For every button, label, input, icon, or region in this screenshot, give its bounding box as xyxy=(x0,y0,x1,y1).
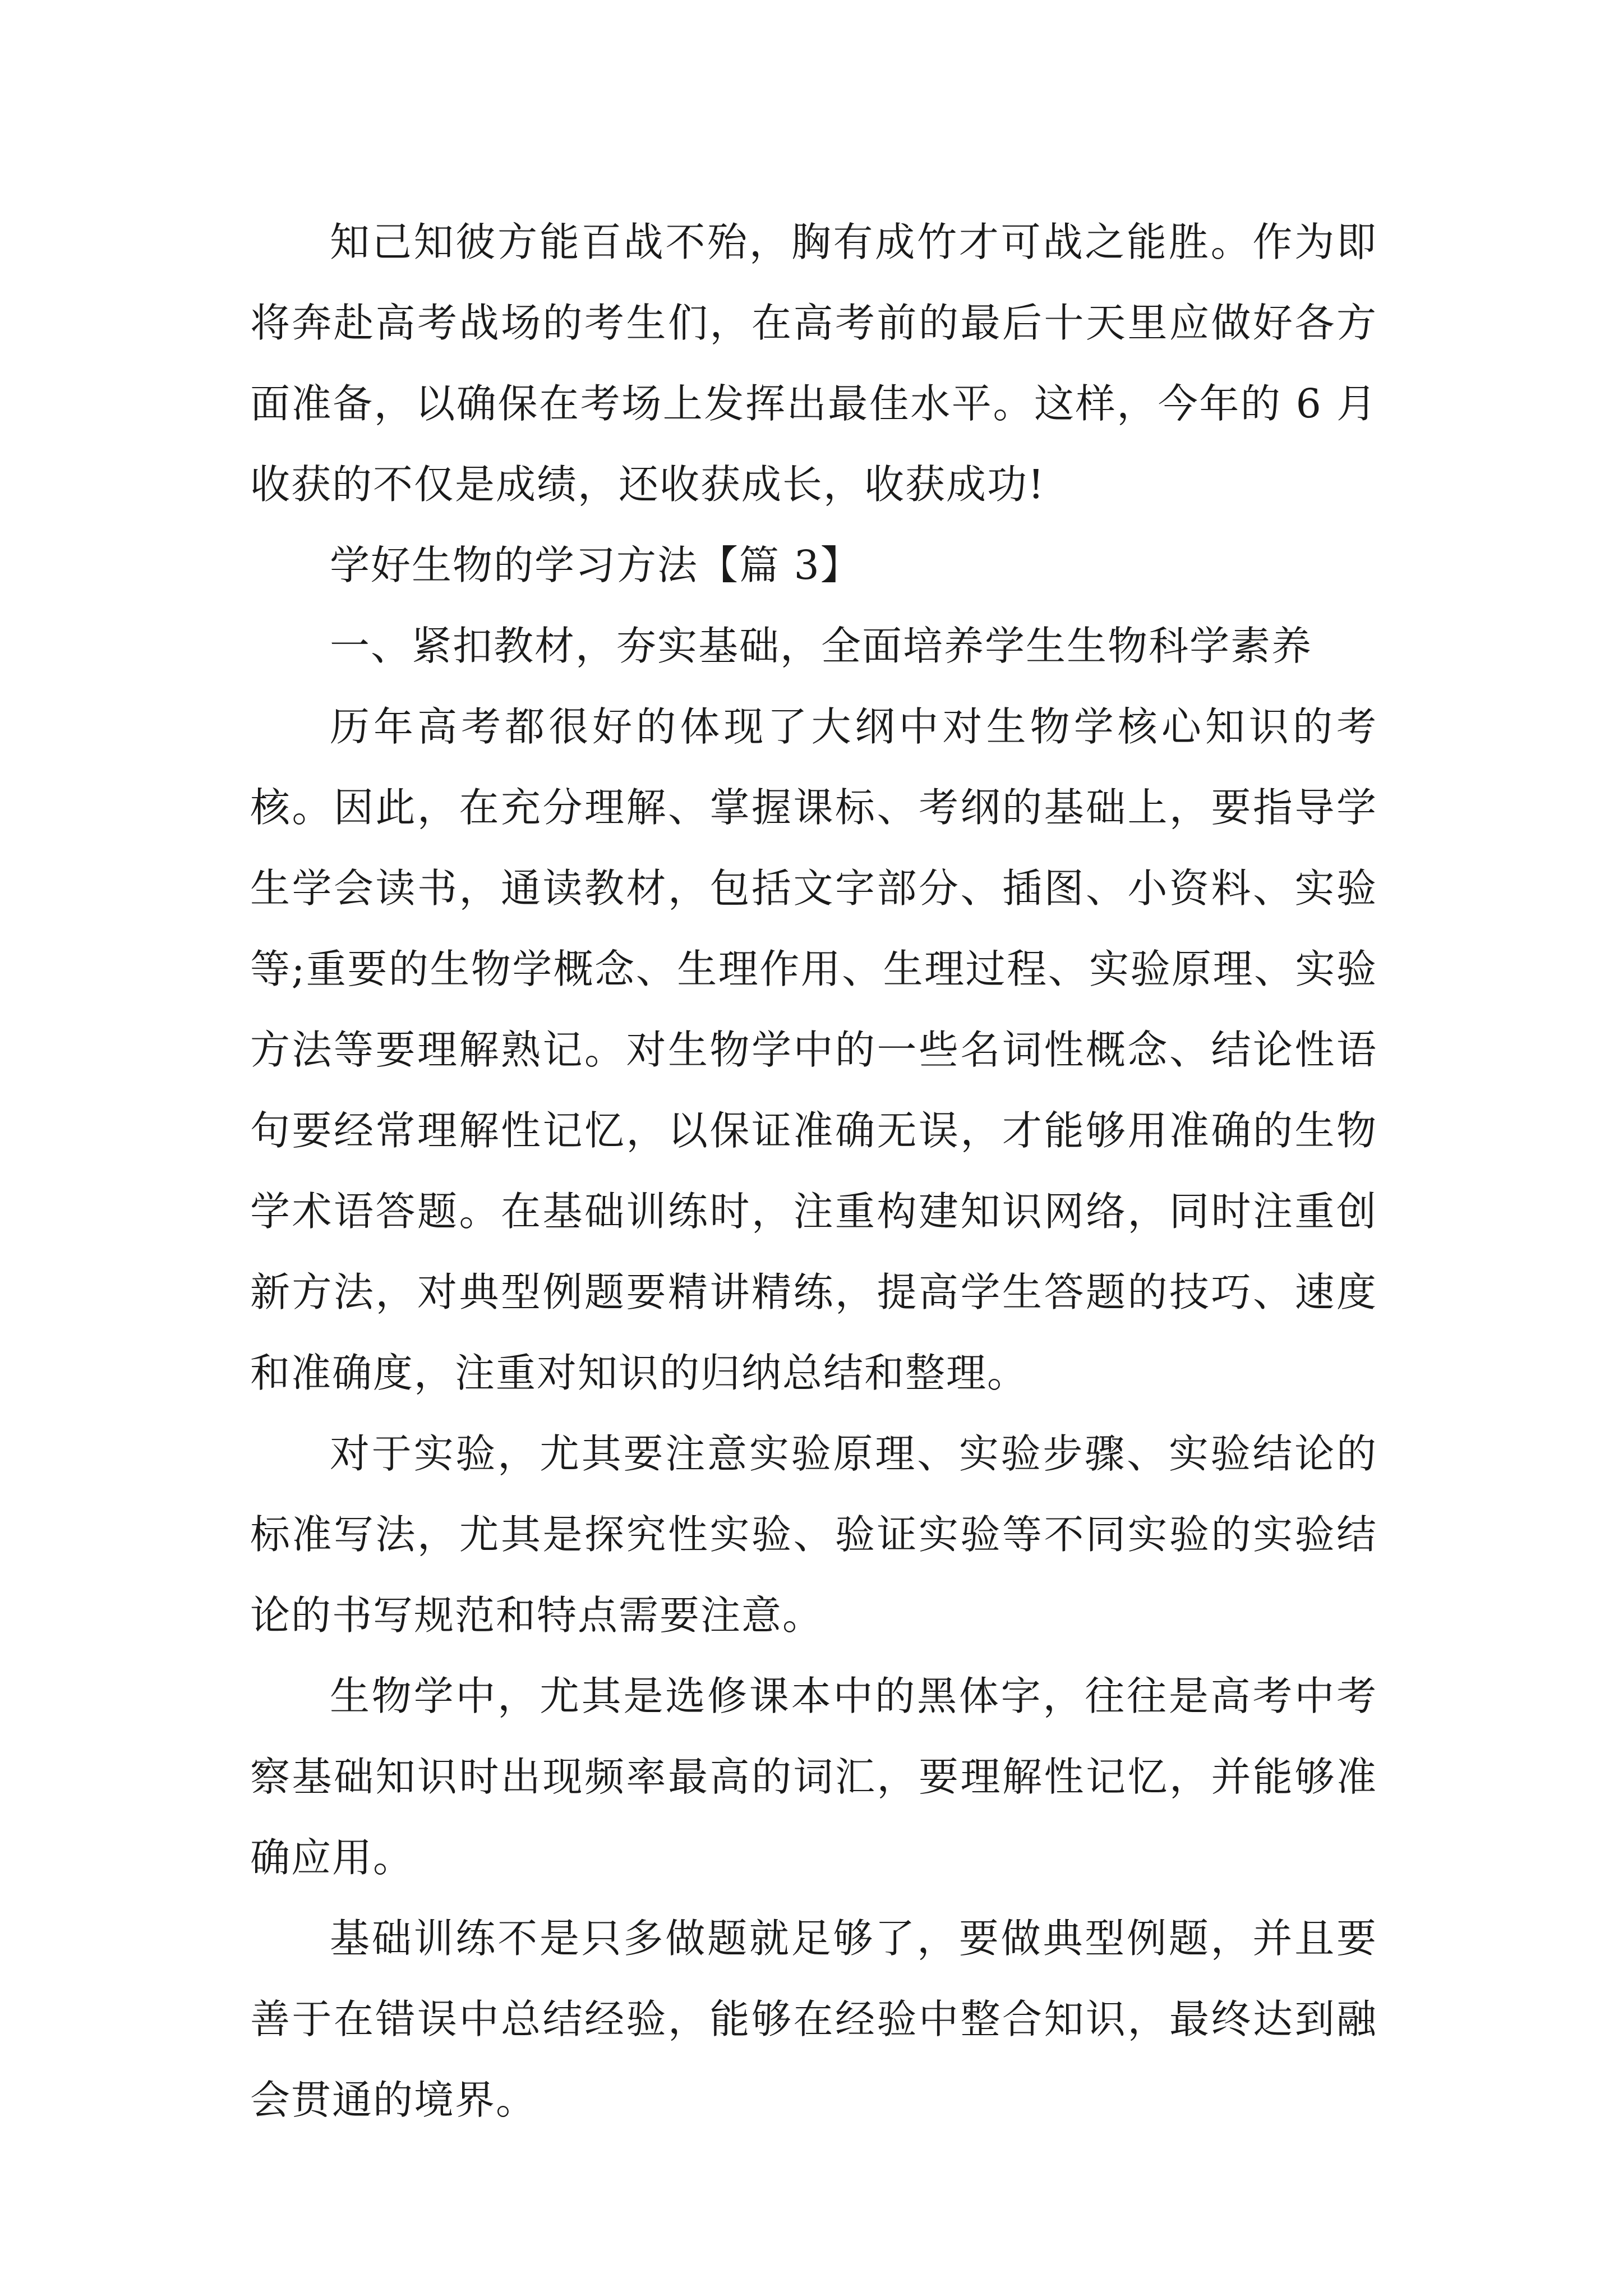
subsection-heading: 一、紧扣教材，夯实基础，全面培养学生生物科学素养 xyxy=(330,623,1313,669)
document-body xyxy=(250,202,1377,2141)
paragraph-basic-training: 基础训练不是只多做题就足够了，要做典型例题，并且要善于在错误中总结经验，能够在经验中整合知识，最终达到融会贯通的境界。 xyxy=(250,1915,1377,2123)
paragraph-bold-terms: 生物学中，尤其是选修课本中的黑体字，往往是高考中考察基础知识时出现频率最高的词汇，要理解性记忆，并能够准确应用。 xyxy=(250,1673,1377,1881)
paragraph-intro-conclusion: 知己知彼方能百战不殆，胸有成竹才可战之能胜。作为即将奔赴高考战场的考生们，在高考前的最后十天里应做好各方面准备，以确保在考场上发挥出最佳水平。这样，今年的 6 月收获的不仅是成绩，还收获成长，收获成功! xyxy=(250,219,1377,508)
paragraph-experiments: 对于实验，尤其要注意实验原理、实验步骤、实验结论的标准写法，尤其是探究性实验、验证实验等不同实验的实验结论的书写规范和特点需要注意。 xyxy=(250,1430,1377,1639)
section-title: 学好生物的学习方法【篇 3】 xyxy=(330,542,861,588)
paragraph-core-knowledge: 历年高考都很好的体现了大纲中对生物学核心知识的考核。因此，在充分理解、掌握课标、考纲的基础上，要指导学生学会读书，通读教材，包括文字部分、插图、小资料、实验等;重要的生物学概念、生理作用、生理过程、实验原理、实验方法等要理解熟记。对生物学中的一些名词性概念、结论性语句要经常理解性记忆，以保证准确无误，才能够用准确的生物学术语答题。在基础训练时，注重构建知识网络，同时注重创新方法，对典型例题要精讲精练，提高学生答题的技巧、速度和准确度，注重对知识的归纳总结和整理。 xyxy=(250,703,1377,1396)
